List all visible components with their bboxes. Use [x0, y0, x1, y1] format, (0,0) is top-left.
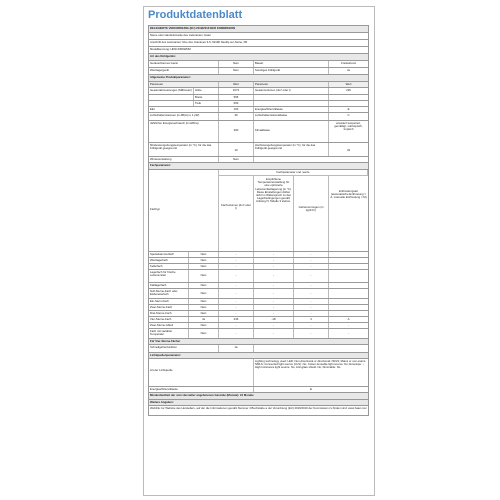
cell: 236	[219, 317, 254, 322]
cell: Nein	[219, 68, 254, 74]
cell	[329, 311, 368, 316]
column-header: Parameter	[149, 82, 219, 87]
cell	[329, 305, 368, 310]
supplier-name-row	[148, 33, 369, 40]
cell: -	[294, 283, 329, 288]
four-star-row	[148, 345, 369, 353]
warranty-row	[148, 393, 369, 400]
cell	[329, 289, 368, 298]
cell: -	[254, 305, 294, 310]
cell: Geräuscharmes Gerät	[149, 61, 219, 67]
additional-info-label: Weitere Angaben:	[150, 400, 174, 404]
cell: C	[347, 113, 350, 117]
cell: 595	[219, 95, 254, 100]
cell	[329, 283, 368, 288]
compartments-header-row	[148, 170, 369, 252]
cell	[149, 101, 194, 106]
cell: -	[294, 299, 329, 304]
cell: Nein	[189, 283, 219, 288]
cell: Bauart	[254, 61, 329, 67]
column-header: Wert	[345, 82, 352, 86]
general-row	[148, 113, 369, 121]
cell: Lagerfach für frische Lebensmittel	[149, 270, 189, 282]
supplier-name: Name oder Handelsmarke des Lieferanten: Haier	[150, 33, 211, 37]
cell	[329, 101, 368, 106]
general-row	[148, 88, 369, 95]
cell: -	[219, 311, 254, 316]
cell: Nein	[189, 329, 219, 338]
light-row	[148, 359, 369, 387]
cell: Nein	[189, 323, 219, 328]
four-star-heading: Für Vier-Sterne-Fächer	[150, 339, 181, 343]
cell: Nein	[189, 270, 219, 282]
cell: -	[254, 329, 294, 338]
compartment-row	[148, 329, 369, 339]
device-type-heading-row	[148, 54, 369, 61]
cell	[329, 258, 368, 263]
cell: -	[348, 331, 349, 335]
cell: Sonstiges Kühlgerät	[254, 68, 329, 74]
cell: Speisekammerfach	[149, 252, 189, 257]
cell: Luftschallemissionsklasse	[254, 113, 329, 120]
cell: -	[254, 323, 294, 328]
cell: -	[254, 252, 294, 257]
sheet-body	[148, 25, 369, 416]
cell: Breite	[194, 95, 219, 100]
cell: Weinlagergerät	[149, 68, 219, 74]
cell: -	[294, 305, 329, 310]
light-heading: Lichtquellenparameter:	[150, 353, 181, 357]
cell: Nein	[189, 252, 219, 257]
cell: -	[294, 252, 329, 257]
cell: -	[254, 289, 294, 298]
cell: Nein	[189, 299, 219, 304]
cell	[329, 252, 368, 257]
cell: Ja	[219, 345, 254, 352]
cell: Freistehend	[341, 61, 356, 65]
cell: 236	[346, 88, 351, 92]
warranty-text: Mindestlaufzeit der vom Hersteller angebotenen Garantie (Monate): 24 Monate	[150, 393, 254, 397]
column-header: Parameter	[254, 82, 329, 87]
cell: Kellerfach	[149, 264, 189, 269]
cell: -	[219, 289, 254, 298]
cell: erweitert temperiert, gemäßigt, subtropisch, tropisch	[334, 121, 363, 131]
regulation-text: DELEGIERTE VERORDNUNG (EU) 2019/2016 DER KOMMISSION	[150, 26, 236, 30]
cell: -	[294, 311, 329, 316]
cell	[329, 95, 368, 100]
cell: Tiefe	[194, 101, 219, 106]
cell: 4	[294, 317, 329, 322]
model-row	[148, 47, 369, 54]
cell: -	[254, 258, 294, 263]
cell: Drei-Sterne-Fach	[149, 311, 189, 316]
sheet-title: Produktdatenblatt	[148, 9, 243, 21]
cell: A	[347, 317, 350, 321]
cell: Energieeffizienzklasse	[149, 387, 254, 392]
cell: Schnellgefrierfunktion	[149, 345, 219, 352]
cell: -	[219, 252, 254, 257]
cell: -	[294, 258, 329, 263]
cell: Wintereinstellung	[149, 157, 219, 162]
cell: 290	[219, 121, 254, 142]
cell: Vier-Sterne-Fach	[149, 317, 189, 322]
column-header: Wert	[219, 82, 254, 87]
column-header: Empfohlene Temperatureinstellung für eine optimierte Lebensmittellagerung (in °C). Diese Einstellungen dürfen nicht im Widerspruch zu den Lagerbedingungen gemäß Anhang IV Tabelle 3 stehen.	[254, 176, 294, 251]
supplier-address-row	[148, 40, 369, 47]
general-heading: Allgemeine Produktparameter:	[150, 75, 191, 79]
cell: Kaltlagerfach	[149, 283, 189, 288]
model-id: Modellkennung: HDR-3309WNM	[150, 47, 191, 51]
cell: -	[219, 323, 254, 328]
compartments-heading-row	[148, 163, 369, 170]
cell	[329, 270, 368, 282]
cell: -	[294, 329, 329, 338]
cell: -18	[254, 317, 294, 322]
device-type-heading: Art des Kühlgeräts:	[150, 54, 176, 58]
cell: 40	[219, 113, 254, 120]
cell: Fach mit variabler Temperatur	[149, 329, 189, 338]
cell: -	[254, 270, 294, 282]
cell: Ein-Stern-Fach	[149, 299, 189, 304]
cell: EEI	[149, 107, 219, 112]
cell: Mindestumgebungstemperatur (in °C), für die das Kühlgerät geeignet ist	[149, 143, 219, 156]
cell: -	[254, 283, 294, 288]
cell: Art der Lichtquelle	[149, 359, 254, 386]
cell: 1673	[219, 88, 254, 94]
cell: Höhe	[194, 88, 219, 94]
cell: Jährlicher Energieverbrauch (in kWh/a)	[149, 121, 219, 142]
cell: Luftschallemissionen (in dB(A) re 1 pW)	[149, 113, 219, 120]
cell: 100	[219, 107, 254, 112]
compartment-row	[148, 289, 369, 299]
cell: E	[310, 387, 312, 391]
cell: 10	[219, 143, 254, 156]
general-heading-row	[148, 75, 369, 82]
cell: Nein	[189, 258, 219, 263]
cell	[254, 157, 368, 162]
cell	[149, 95, 194, 100]
cell: -	[219, 299, 254, 304]
cell: -	[219, 329, 254, 338]
cell: 660	[219, 101, 254, 106]
cell: -	[348, 323, 349, 327]
cell: Gesamtvolumen (dm³ oder l)	[254, 88, 329, 94]
weblink-row	[148, 406, 369, 416]
cell: Ja	[189, 317, 219, 322]
cell	[254, 101, 329, 106]
compartment-row	[148, 270, 369, 283]
cell	[329, 264, 368, 269]
product-data-sheet	[143, 6, 375, 496]
cell	[254, 95, 329, 100]
column-header: Gefriervermögen (in kg/24 h)	[294, 176, 329, 251]
cell: Nein	[219, 61, 254, 67]
cell: Null-Sterne-Fach oder Eisbereiterfach	[149, 289, 189, 298]
cell: -	[219, 258, 254, 263]
cell: Gesamtabmessungen (Millimeter)	[149, 88, 194, 94]
cell: Nein	[189, 305, 219, 310]
weblink-text[interactable]: Weblink zur Website des Herstellers, auf der die Informationen gemäß Nummer 4 Buchstabe a der Verordnung (EU) 2019/2019 der Kommission zu finden sind: www.haier.com	[150, 406, 367, 410]
cell: -	[294, 323, 329, 328]
cell: Energieeffizienzklasse	[254, 107, 329, 112]
cell: Nein	[189, 311, 219, 316]
cell: Zwei-Sterne-Abteil	[149, 323, 189, 328]
cell: 43	[346, 148, 351, 152]
cell: -	[294, 270, 329, 282]
cell: -	[219, 264, 254, 269]
cell: Lighting technology used: LED; Non-directional or directional: NDLS; Mains or non-mains: NMLS; Connected light source (CLS): No; Colour-tuneable light source: No; Envelope: -; High luminance light source: No; Anti-glare shield: No; Dimmable: No	[255, 359, 367, 369]
general-row	[148, 121, 369, 143]
cell: -	[219, 270, 254, 282]
device-type-row	[148, 68, 369, 75]
cell: Nein	[189, 264, 219, 269]
group-header: Fachparameter und -werte	[219, 170, 368, 176]
cell: Höchstumgebungstemperatur (in °C), für die das Kühlgerät geeignet ist	[254, 143, 329, 156]
cell: -	[219, 283, 254, 288]
cell: -	[294, 289, 329, 298]
column-header: Entfrostungsart (automatische Entfrostung = A, manuelle Entfrostung = M)	[330, 189, 367, 200]
cell: Ja	[347, 68, 350, 72]
regulation-row	[148, 25, 369, 33]
supplier-address: Anschrift des Lieferanten: Rue des Gravanes 3-5, 92190 Neuilly-sur-Seine, FR	[150, 40, 248, 44]
cell: -	[254, 299, 294, 304]
cell: Klimaklasse	[254, 121, 329, 142]
column-header: Fachvolumen (dm³ oder l)	[219, 176, 254, 251]
cell: -	[294, 264, 329, 269]
cell	[329, 299, 368, 304]
cell: Zwei-Sterne-Fach	[149, 305, 189, 310]
cell: Nein	[189, 289, 219, 298]
cell	[254, 345, 368, 352]
compartments-heading: Fachparameter:	[150, 163, 171, 167]
cell: -	[219, 305, 254, 310]
cell: Weinlagerfach	[149, 258, 189, 263]
general-row	[148, 143, 369, 157]
device-type-row	[148, 61, 369, 68]
cell: -	[254, 264, 294, 269]
cell: -	[254, 311, 294, 316]
cell: E	[347, 107, 350, 111]
column-header: Fachtyp	[149, 170, 219, 251]
cell: Nein	[219, 157, 254, 162]
